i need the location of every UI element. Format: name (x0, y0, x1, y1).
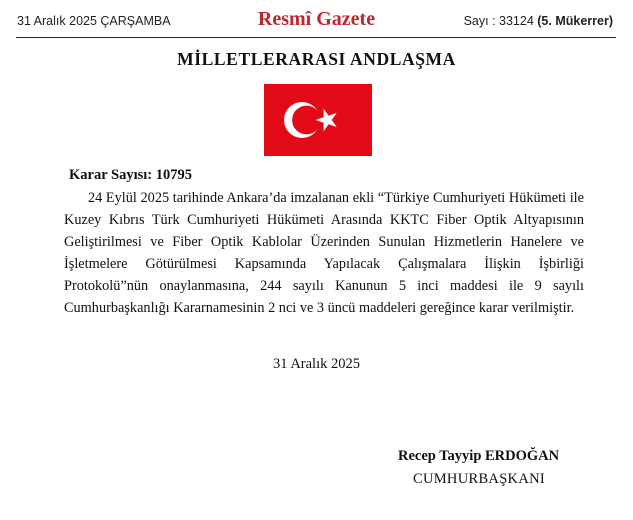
signer-title: CUMHURBAŞKANI (413, 471, 545, 487)
decision-number: Karar Sayısı: 10795 (69, 167, 192, 183)
signer-name: Recep Tayyip ERDOĞAN (398, 448, 560, 464)
turkish-flag-icon (264, 84, 372, 156)
signature-date: 31 Aralık 2025 (273, 356, 360, 372)
decision-body: 24 Eylül 2025 tarihinde Ankara’da imzalanan ekli “Türkiye Cumhuriyeti Hükümeti ile Kuzey Kıbrıs Türk Cumhuriyeti Hükümeti Arasında KKTC Fiber Optik Altyapısının Geliştirilmesi ve Fiber Optik Kablolar Üzerinden Sunulan Hizmetlerin Hanelere ve İşletmelere Götürülmesi Kapsamında Yapılacak Çalışmalara İlişkin İşbirliği Protokolü”nün onaylanmasına, 244 sayılı Kanunun 5 inci maddesi ile 9 sayılı Cumhurbaşkanlığı Kararnamesinin 2 nci ve 3 üncü maddeleri gereğince karar verilmiştir. (64, 190, 584, 316)
gazette-date: 31 Aralık 2025 ÇARŞAMBA (17, 14, 171, 28)
header-divider (16, 37, 616, 38)
gazette-name: Resmî Gazete (257, 8, 376, 30)
issue-note: (5. Mükerrer) (537, 14, 613, 28)
issue-label: Sayı : 33124 (463, 14, 534, 28)
issue-number (464, 14, 613, 28)
section-title: MİLLETLERARASI ANDLAŞMA (177, 49, 456, 69)
